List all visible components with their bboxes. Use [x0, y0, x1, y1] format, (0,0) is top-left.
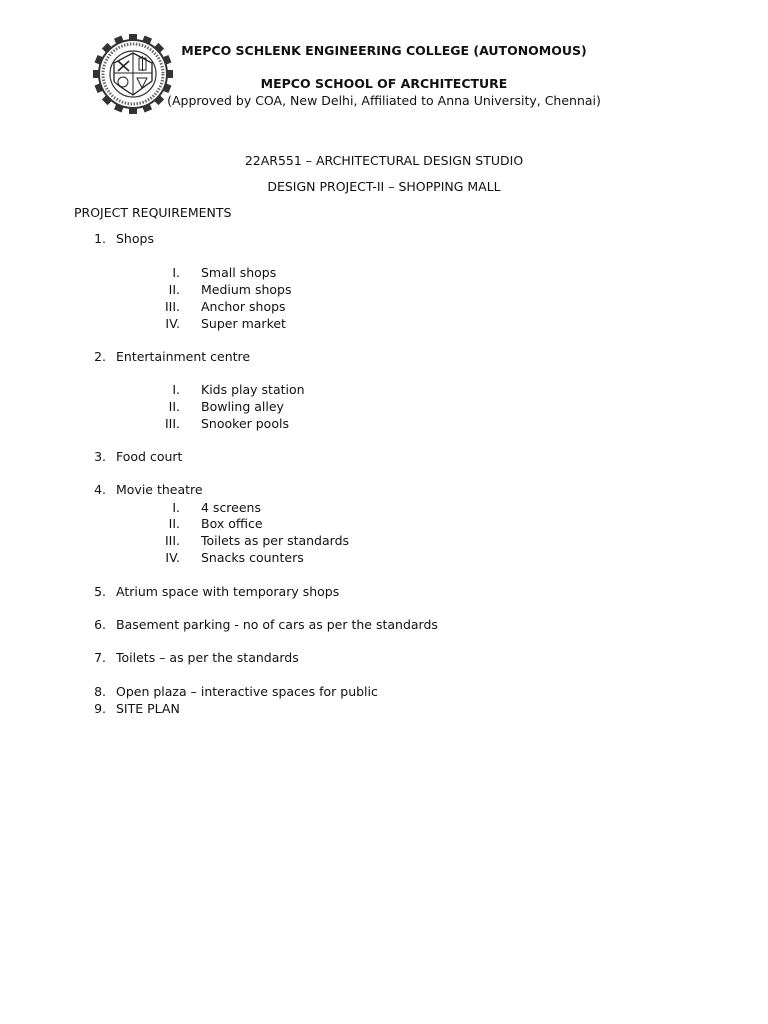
sub-item-number: IV.	[165, 550, 180, 565]
item-number: 3.	[94, 449, 106, 464]
list-item: Movie theatre	[116, 482, 203, 497]
sub-list-item: Snacks counters	[201, 550, 304, 565]
college-name: MEPCO SCHLENK ENGINEERING COLLEGE (AUTONOMOUS)	[181, 43, 587, 58]
list-item: Toilets – as per the standards	[116, 650, 299, 665]
sub-list-item: Box office	[201, 516, 263, 531]
item-number: 7.	[94, 650, 106, 665]
item-number: 8.	[94, 684, 106, 699]
list-item: SITE PLAN	[116, 701, 180, 716]
requirements-heading: PROJECT REQUIREMENTS	[74, 205, 232, 220]
sub-list-item: 4 screens	[201, 500, 261, 515]
list-item: Entertainment centre	[116, 349, 251, 364]
sub-item-number: II.	[168, 282, 180, 297]
sub-item-number: I.	[172, 500, 180, 515]
list-item: Open plaza – interactive spaces for public	[116, 684, 378, 699]
sub-list-item: Toilets as per standards	[201, 533, 350, 548]
sub-list-item: Anchor shops	[201, 299, 286, 314]
sub-list-item: Small shops	[201, 265, 277, 280]
sub-item-number: III.	[164, 299, 180, 314]
sub-list-item: Bowling alley	[201, 399, 284, 414]
item-number: 6.	[94, 617, 106, 632]
item-number: 9.	[94, 701, 106, 716]
school-name: MEPCO SCHOOL OF ARCHITECTURE	[260, 76, 508, 91]
list-item: Atrium space with temporary shops	[116, 584, 340, 599]
list-item: Basement parking - no of cars as per the standards	[116, 617, 438, 632]
sub-list-item: Kids play station	[201, 382, 305, 397]
sub-item-number: I.	[172, 265, 180, 280]
sub-item-number: I.	[172, 382, 180, 397]
sub-list-item: Medium shops	[201, 282, 292, 297]
project-title: DESIGN PROJECT-II – SHOPPING MALL	[267, 179, 501, 194]
list-item: Food court	[116, 449, 183, 464]
list-item: Shops	[116, 231, 154, 246]
sub-item-number: III.	[164, 533, 180, 548]
approval-note: (Approved by COA, New Delhi, Affiliated to Anna University, Chennai)	[167, 93, 601, 108]
course-title: 22AR551 – ARCHITECTURAL DESIGN STUDIO	[244, 153, 524, 168]
item-number: 2.	[94, 349, 106, 364]
sub-list-item: Super market	[201, 316, 286, 331]
sub-item-number: III.	[164, 416, 180, 431]
item-number: 5.	[94, 584, 106, 599]
sub-item-number: IV.	[165, 316, 180, 331]
item-number: 1.	[94, 231, 106, 246]
sub-list-item: Snooker pools	[201, 416, 289, 431]
sub-item-number: II.	[168, 399, 180, 414]
item-number: 4.	[94, 482, 106, 497]
sub-item-number: II.	[168, 516, 180, 531]
